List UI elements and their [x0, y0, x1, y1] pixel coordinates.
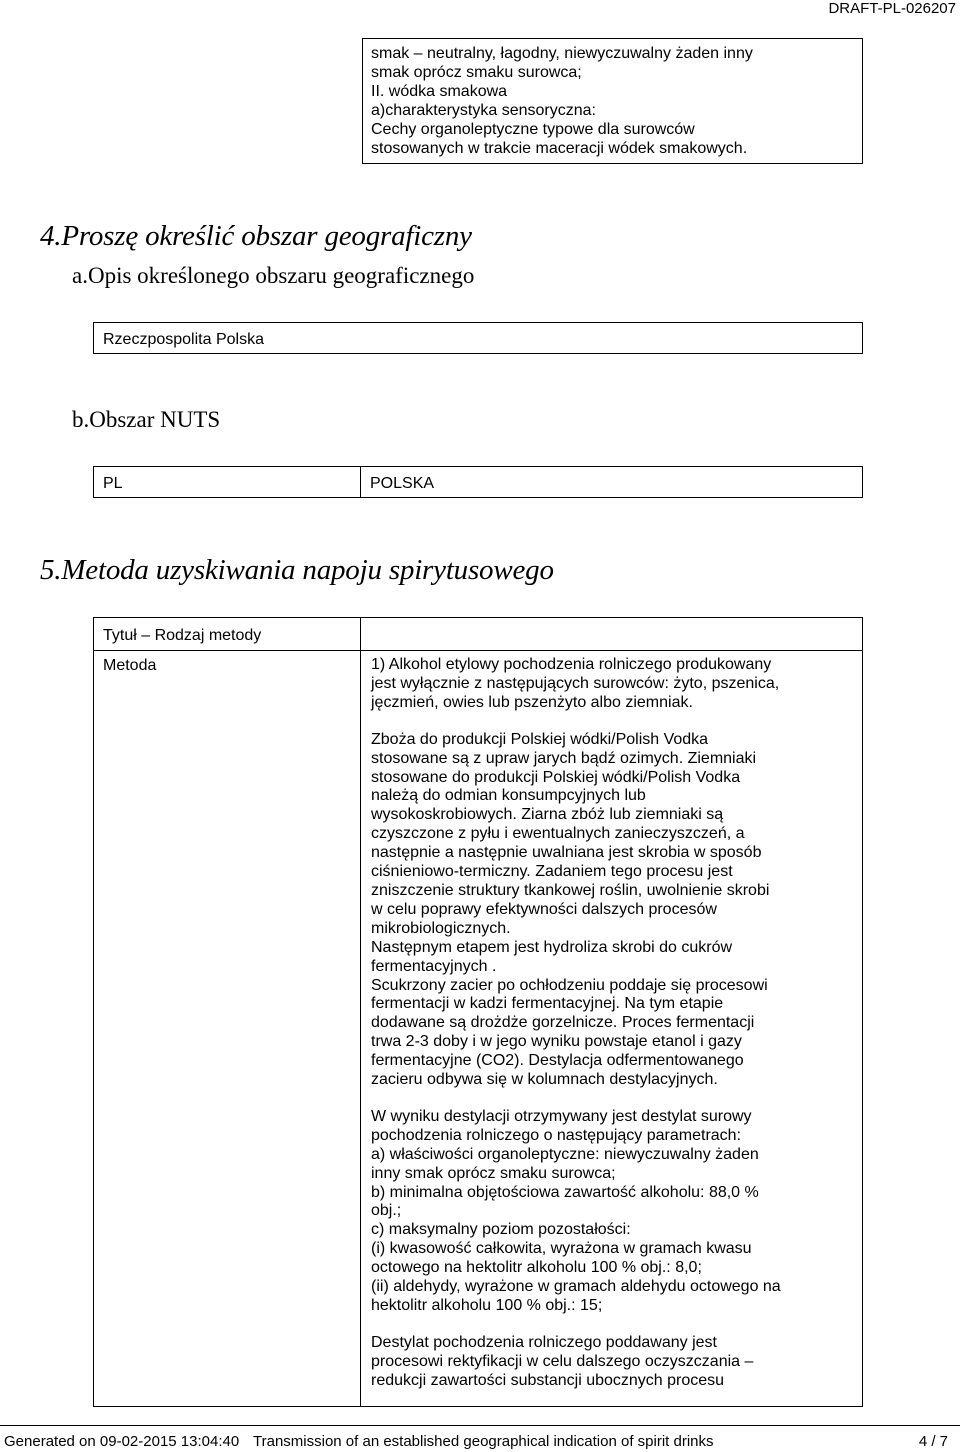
footer-title: Transmission of an established geographical indication of spirit drinks	[253, 1433, 714, 1450]
area-description-box	[93, 322, 863, 354]
method-description	[371, 656, 859, 1391]
nuts-code: PL	[103, 475, 123, 492]
method-paragraph-rectification: Destylat pochodzenia rolniczego poddawany jest procesowi rektyfikacji w celu dalszego oczyszczania – redukcji zawartości substancji ubocznych procesu	[371, 1333, 754, 1389]
nuts-name: POLSKA	[370, 475, 435, 492]
footer-page-number: 4 / 7	[918, 1433, 948, 1450]
method-table	[93, 617, 863, 1407]
sensory-description-box	[362, 38, 863, 164]
section-5-title: 5.Metoda uzyskiwania napoju spirytusowego	[40, 554, 554, 586]
section-4-title: 4.Proszę określić obszar geograficzny	[40, 220, 472, 252]
nuts-column-divider	[360, 467, 361, 497]
method-table-header-divider	[94, 650, 862, 651]
method-table-header: Tytuł – Rodzaj metody	[103, 627, 262, 644]
method-paragraph-raw-materials: 1) Alkohol etylowy pochodzenia rolniczego produkowany jest wyłącznie z następujących surowców: żyto, pszenica, jęczmień, owies lub pszenżyto albo ziemniak.	[371, 656, 780, 711]
section-4a-title: a.Opis określonego obszaru geograficznego	[72, 263, 475, 288]
nuts-table	[93, 466, 863, 498]
method-paragraph-distillate: W wyniku destylacji otrzymywany jest destylat surowy pochodzenia rolniczego o następujący parametrach: a) właściwości organoleptyczne: niewyczuwalny żaden inny smak oprócz smaku surowca; b) minimalna objętościowa zawartość alkoholu: 88,0 % obj.; c) maksymalny poziom pozostałości: (i) kwasowość całkowita, wyrażona w gramach kwasu octowego na hektolitr alkoholu 100 % obj.: 8,0; (ii) aldehydy, wyrażone w gramach aldehydu octowego na hektolitr alkoholu 100 % obj.: 15;	[371, 1107, 781, 1314]
method-table-column-divider	[360, 618, 361, 1406]
footer-generated: Generated on 09-02-2015 13:04:40	[4, 1433, 240, 1450]
method-label: Metoda	[103, 657, 157, 674]
sensory-description-text: smak – neutralny, łagodny, niewyczuwalny żaden inny smak oprócz smaku surowca; II. wódka smakowa a)charakterystyka sensoryczna: Cechy organoleptyczne typowe dla surowców stosowanych w trakcie maceracji wódek smakowych.	[371, 45, 753, 157]
area-description-text: Rzeczpospolita Polska	[103, 331, 264, 348]
section-4b-title: b.Obszar NUTS	[72, 407, 221, 432]
method-paragraph-process: Zboża do produkcji Polskiej wódki/Polish Vodka stosowane są z upraw jarych bądź ozimych. Ziemniaki stosowane do produkcji Polskiej wódki/Polish Vodka należą do odmian konsumpcyjnych lub wysokoskrobiowych. Ziarna zbóż lub ziemniaki są czyszczone z pyłu i ewentualnych zanieczyszczeń, a następnie a następnie uwalniana jest skrobia w sposób ciśnieniowo-termiczny. Zadaniem tego procesu jest zniszczenie struktury tkankowej roślin, uwolnienie skrobi w celu poprawy efektywności dalszych procesów mikrobiologicznych. Następnym etapem jest hydroliza skrobi do cukrów fermentacyjnych . Scukrzony zacier po ochłodzeniu poddaje się procesowi fermentacji w kadzi fermentacyjnej. Na tym etapie dodawane są drożdże gorzelnicze. Proces fermentacji trwa 2-3 doby i w jego wyniku powstaje etanol i gazy fermentacyjne (CO2). Destylacja odfermentowanego zacieru odbywa się w kolumnach destylacyjnych.	[371, 730, 770, 1089]
page-footer	[0, 1425, 960, 1452]
document-id: DRAFT-PL-026207	[828, 0, 956, 17]
